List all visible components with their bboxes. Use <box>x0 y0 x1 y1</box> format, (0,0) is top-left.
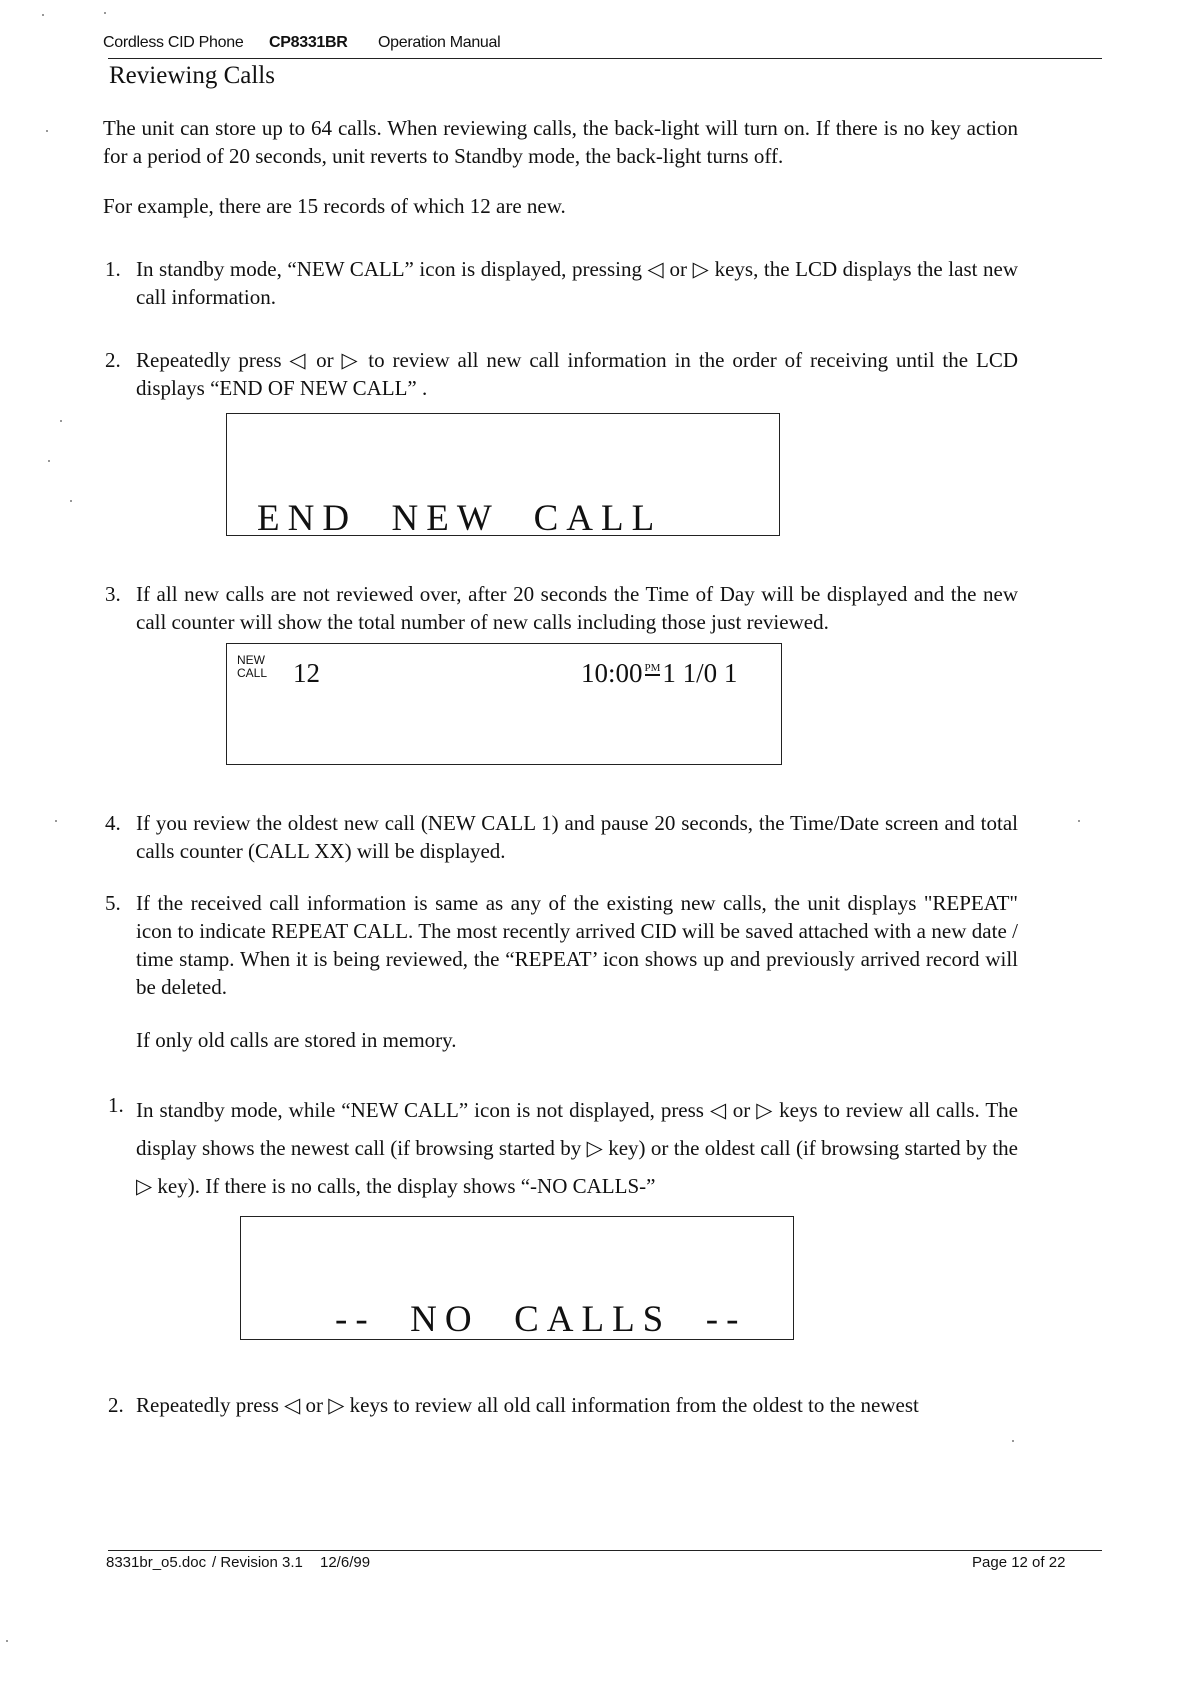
page-title: Reviewing Calls <box>109 62 275 89</box>
new-call-count: 12 <box>293 658 320 688</box>
scan-speck <box>70 500 72 502</box>
footer-date: 12/6/99 <box>320 1554 371 1571</box>
step-text: If the received call information is same as any of the existing new calls, the unit displays "REPEAT" icon to indicate REPEAT CALL. The most recently arrived CID will be saved attached with a new date / time stamp. When it is being reviewed, the “REPEAT’ icon shows up and previously arrived record will be deleted. <box>136 891 1018 999</box>
scan-speck <box>1012 1440 1014 1442</box>
step-number: 3. <box>105 582 121 606</box>
step-number: 4. <box>105 811 121 835</box>
header-doc-type: Operation Manual <box>378 34 501 51</box>
scan-speck <box>104 12 106 14</box>
step-text: In standby mode, “NEW CALL” icon is displayed, pressing ◁ or ▷ keys, the LCD displays the last new call information. <box>136 257 1018 309</box>
scan-speck <box>48 460 50 462</box>
pm-indicator <box>645 663 661 676</box>
lcd-clock <box>581 658 737 689</box>
old-calls-intro: If only old calls are stored in memory. <box>136 1028 457 1052</box>
step-number: 2. <box>105 348 121 372</box>
step-number: 1. <box>108 1093 124 1117</box>
step-number: 2. <box>108 1393 124 1417</box>
step-text: Repeatedly press ◁ or ▷ to review all new call information in the order of receiving until the LCD displays “END OF NEW CALL” . <box>136 348 1018 400</box>
lcd-end-new-call <box>226 413 780 539</box>
scan-speck <box>46 130 48 132</box>
pm-label: PM <box>644 662 661 674</box>
step-text: If all new calls are not reviewed over, after 20 seconds the Time of Day will be displayed and the new call counter will show the total number of new calls including those just reviewed. <box>136 582 1018 634</box>
step-text: If you review the oldest new call (NEW CALL 1) and pause 20 seconds, the Time/Date screen and total calls counter (CALL XX) will be displayed. <box>136 811 1018 863</box>
new-call-icon-new: NEW <box>237 653 265 667</box>
step-text: In standby mode, while “NEW CALL” icon is not displayed, press ◁ or ▷ keys to review all calls. The display shows the newest call (if browsing started by ▷ key) or the oldest call (if browsing started by the ▷ key). If there is no calls, the display shows “-NO CALLS-” <box>136 1098 1018 1198</box>
step-number: 1. <box>105 257 121 281</box>
header-product: Cordless CID Phone <box>103 34 244 51</box>
new-call-icon <box>237 654 267 680</box>
lcd-date: 1 1/0 1 <box>662 658 738 688</box>
scan-speck <box>6 1640 8 1642</box>
footer-file: 8331br_o5.doc <box>106 1554 207 1571</box>
scan-speck <box>1078 820 1080 822</box>
lcd-time-of-day <box>226 643 782 765</box>
lcd-no-calls <box>240 1216 794 1340</box>
footer-page: Page 12 of 22 <box>972 1554 1066 1571</box>
step-number: 5. <box>105 891 121 915</box>
scan-speck <box>60 420 62 422</box>
intro-paragraph: The unit can store up to 64 calls. When reviewing calls, the back-light will turn on. If there is no key action for a period of 20 seconds, unit reverts to Standby mode, the back-light turns off. <box>103 116 1018 168</box>
new-call-icon-call: CALL <box>237 666 268 680</box>
footer-revision: / Revision 3.1 <box>212 1554 303 1571</box>
lcd-text: -- NO CALLS -- <box>335 1299 747 1340</box>
header-rule <box>108 58 1102 59</box>
scan-speck <box>55 820 57 822</box>
scan-speck <box>42 14 44 16</box>
lcd-time: 10:00 <box>581 658 643 688</box>
step-text: Repeatedly press ◁ or ▷ keys to review all old call information from the oldest to the newest <box>136 1393 919 1417</box>
lcd-text: END NEW CALL <box>257 498 663 539</box>
header-model: CP8331BR <box>269 34 348 51</box>
footer-rule <box>108 1550 1102 1551</box>
example-paragraph: For example, there are 15 records of which 12 are new. <box>103 194 566 218</box>
